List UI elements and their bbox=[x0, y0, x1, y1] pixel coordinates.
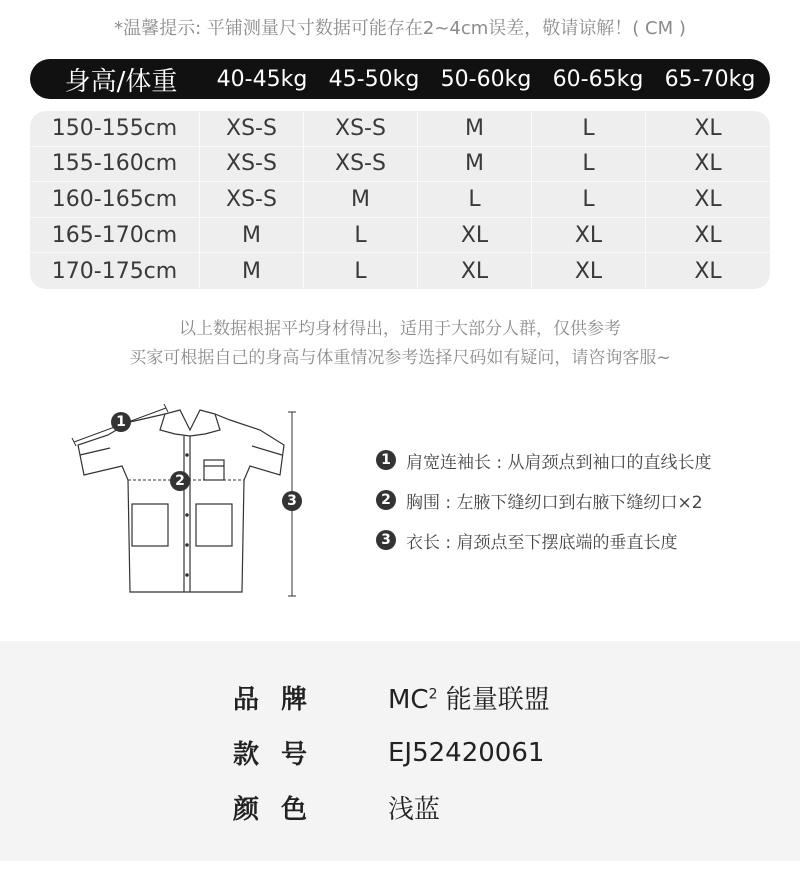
size-cell: M bbox=[418, 147, 532, 182]
model-row bbox=[233, 734, 544, 771]
number-3-icon: 3 bbox=[376, 530, 396, 550]
height-cell: 160-165cm bbox=[30, 182, 200, 217]
legend-text: 衣长 : 肩颈点至下摆底端的垂直长度 bbox=[406, 532, 678, 553]
color-label: 颜色 bbox=[233, 795, 330, 825]
header-height-weight: 身高/体重 bbox=[64, 66, 178, 97]
size-cell: L bbox=[532, 147, 646, 182]
size-cell: XL bbox=[418, 253, 532, 289]
legend-item bbox=[376, 440, 712, 480]
size-table-header bbox=[30, 59, 770, 99]
legend-text: 胸围 : 左腋下缝纫口到右腋下缝纫口×2 bbox=[406, 492, 703, 513]
size-cell: XL bbox=[694, 186, 722, 212]
size-cell: XS-S bbox=[200, 111, 304, 146]
size-cell: L bbox=[304, 218, 418, 253]
size-cell: L bbox=[532, 111, 646, 146]
brand-value: $MC^2$ 能量联盟 bbox=[388, 685, 550, 715]
size-cell: L bbox=[418, 182, 532, 217]
size-cell: XS-S bbox=[200, 182, 304, 217]
header-weight-5: 65-70kg bbox=[664, 66, 756, 92]
size-cell: L bbox=[532, 182, 646, 217]
brand-row bbox=[233, 679, 550, 716]
size-cell: M bbox=[304, 182, 418, 217]
size-cell: XL bbox=[532, 253, 646, 289]
size-cell: M bbox=[418, 111, 532, 146]
size-cell: M bbox=[200, 218, 304, 253]
model-label: 款号 bbox=[233, 740, 330, 770]
color-row bbox=[233, 789, 440, 826]
height-cell: 165-170cm bbox=[30, 218, 200, 253]
header-weight-3: 50-60kg bbox=[440, 66, 532, 92]
size-cell: L bbox=[304, 253, 418, 289]
size-cell: XS-S bbox=[304, 111, 418, 146]
note-line-2: 买家可根据自己的身高与体重情况参考选择尺码如有疑问，请咨询客服~ bbox=[129, 348, 671, 368]
size-cell: XL bbox=[694, 222, 722, 248]
model-value: EJ52420061 bbox=[388, 737, 545, 768]
product-info-panel bbox=[0, 641, 800, 861]
header-weight-4: 60-65kg bbox=[552, 66, 644, 92]
size-cell: XL bbox=[418, 218, 532, 253]
size-cell: XL bbox=[694, 115, 722, 141]
size-cell: XL bbox=[694, 258, 722, 284]
legend-text: 肩宽连袖长 : 从肩颈点到袖口的直线长度 bbox=[406, 452, 712, 473]
header-weight-1: 40-45kg bbox=[216, 66, 308, 92]
marker-1-icon: 1 bbox=[111, 412, 131, 432]
measurement-notice: *温馨提示: 平铺测量尺寸数据可能存在2~4cm误差，敬请谅解！( CM ) bbox=[114, 18, 686, 39]
garment-diagram bbox=[70, 400, 310, 600]
size-cell: XS-S bbox=[200, 147, 304, 182]
header-weight-2: 45-50kg bbox=[328, 66, 420, 92]
marker-3-icon: 3 bbox=[282, 491, 302, 511]
size-cell: XS-S bbox=[304, 147, 418, 182]
marker-2-icon: 2 bbox=[170, 471, 190, 491]
brand-label: 品牌 bbox=[233, 685, 330, 715]
table-row bbox=[30, 147, 770, 183]
measurement-legend bbox=[376, 440, 712, 560]
legend-item bbox=[376, 520, 712, 560]
height-cell: 170-175cm bbox=[30, 253, 200, 289]
size-table bbox=[30, 111, 770, 289]
color-value: 浅蓝 bbox=[388, 795, 441, 825]
size-cell: M bbox=[200, 253, 304, 289]
table-row bbox=[30, 182, 770, 218]
height-cell: 155-160cm bbox=[30, 147, 200, 182]
table-row bbox=[30, 111, 770, 147]
table-row bbox=[30, 253, 770, 289]
size-cell: XL bbox=[532, 218, 646, 253]
number-1-icon: 1 bbox=[376, 450, 396, 470]
size-cell: XL bbox=[694, 151, 722, 177]
height-cell: 150-155cm bbox=[30, 111, 200, 146]
number-2-icon: 2 bbox=[376, 490, 396, 510]
legend-item bbox=[376, 480, 712, 520]
table-row bbox=[30, 218, 770, 254]
note-line-1: 以上数据根据平均身材得出，适用于大部分人群，仅供参考 bbox=[179, 319, 621, 339]
